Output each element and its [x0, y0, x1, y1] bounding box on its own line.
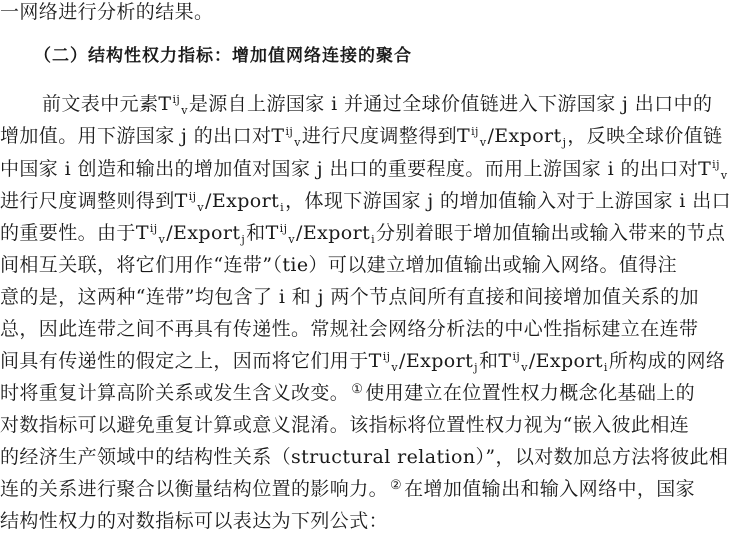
math-sub: v [181, 104, 188, 117]
math-sub: i [603, 361, 608, 374]
math-sup: ij [188, 190, 197, 203]
text-run: /Export [528, 350, 603, 372]
text-run: ，体现下游国家 j 的增加值输入对于上游国家 i 出口 [285, 190, 732, 212]
math-sub: v [479, 136, 487, 149]
text-run: /Export [205, 190, 280, 212]
math-sym: T [368, 350, 382, 372]
math-sym: T [174, 190, 188, 212]
math-sym: T [457, 125, 471, 147]
text-run: 的重要性。由于 [0, 222, 136, 244]
math-sup: ij [471, 125, 479, 138]
math-sup: ij [172, 93, 181, 106]
math-sup: ij [382, 350, 391, 363]
math-sup: ij [285, 125, 294, 138]
text-run: /Export [487, 125, 562, 147]
text-run: 分别着眼于增加值输出或输入带来的节点 [376, 222, 726, 244]
math-sub: i [371, 233, 376, 246]
paragraph-line [0, 377, 750, 409]
text-run: 的经济生产领域中的结构性关系（structural relation）”，以对数加总方法将彼此相 [0, 446, 729, 468]
text-run: 使用建立在位置性权力概念化基础上的 [365, 382, 696, 404]
footnote-marker: ② [390, 478, 403, 493]
math-sym: T [698, 158, 712, 180]
math-sub: j [562, 136, 567, 149]
math-sym: T [158, 93, 172, 115]
math-sub: j [474, 361, 478, 374]
math-sub: v [521, 361, 528, 374]
math-sub: v [197, 201, 205, 214]
footnote-marker: ① [351, 382, 364, 397]
section-heading [0, 40, 750, 72]
text-run: 结构性权力的对数指标可以表达为下列公式： [0, 510, 389, 532]
text-run: 意的是，这两种“连带”均包含了 i 和 j 两个节点间所有直接和间接增加值关系的加 [0, 286, 699, 308]
text-run: 进行尺度调整则得到 [0, 190, 175, 212]
text-run: 间具有传递性的假定之上，因而将它们用于 [0, 350, 369, 372]
math-sup: ij [512, 350, 521, 363]
paragraph-line [0, 88, 750, 120]
text-run: （二）结构性权力指标：增加值网络连接的聚合 [34, 46, 412, 66]
math-sub: i [280, 201, 285, 214]
paragraph-line [0, 281, 750, 313]
paragraph-line [0, 185, 750, 217]
paragraph-line [0, 120, 750, 152]
text-run: 在增加值输出和输入网络中，国家 [404, 478, 696, 500]
paragraph-line [0, 153, 750, 185]
math-sub: v [391, 361, 399, 374]
math-sub: j [241, 233, 246, 246]
paragraph-line [0, 249, 750, 281]
paragraph-line [0, 441, 750, 473]
paragraph-line [0, 409, 750, 441]
text-run: 和 [478, 350, 499, 372]
math-sym: T [265, 222, 279, 244]
math-sup: ij [279, 222, 288, 235]
text-run: 前文表中元素 [42, 93, 159, 115]
paragraph-line [0, 313, 750, 345]
text-run: /Export [296, 222, 371, 244]
math-sub: v [294, 136, 301, 149]
text-run: 是源自上游国家 i 并通过全球价值链进入下游国家 j 出口中的 [188, 93, 713, 115]
paragraph-line [0, 505, 750, 537]
text-run: 连的关系进行聚合以衡量结构位置的影响力。 [0, 478, 389, 500]
math-sub: v [158, 233, 166, 246]
math-sym: T [271, 125, 285, 147]
text-run: 总，因此连带之间不再具有传递性。常规社会网络分析法的中心性指标建立在连带 [0, 318, 699, 340]
text-run: 一网络进行分析的结果。 [0, 1, 214, 23]
paragraph-line [0, 345, 750, 377]
text-run: 间相互关联，将它们用作“连带”（tie）可以建立增加值输出或输入网络。值得注 [0, 254, 678, 276]
text-run: 增加值。用下游国家 j 的出口对 [0, 125, 272, 147]
math-sup: ij [149, 222, 158, 235]
math-sup: ij [712, 158, 720, 171]
text-run: /Export [166, 222, 241, 244]
text-run: 时将重复计算高阶关系或发生含义改变。 [0, 382, 350, 404]
math-sym: T [498, 350, 512, 372]
paragraph-line [0, 217, 750, 249]
text-run: 进行尺度调整得到 [301, 125, 458, 147]
text-run: 对数指标可以避免重复计算或意义混淆。该指标将位置性权力视为“嵌入彼此相连 [0, 414, 690, 436]
math-sym: T [135, 222, 149, 244]
math-sub: v [288, 233, 296, 246]
math-sub: v [720, 169, 728, 182]
text-run: ，反映全球价值链 [567, 125, 723, 147]
paragraph-line [0, 0, 750, 28]
text-run: 所构成的网络 [608, 350, 726, 372]
paragraph-line [0, 473, 750, 505]
text-run: 和 [246, 222, 266, 244]
text-run: 中国家 i 创造和输出的增加值对国家 j 出口的重要程度。而用上游国家 i 的出口对 [0, 158, 699, 180]
text-run: /Export [399, 350, 474, 372]
